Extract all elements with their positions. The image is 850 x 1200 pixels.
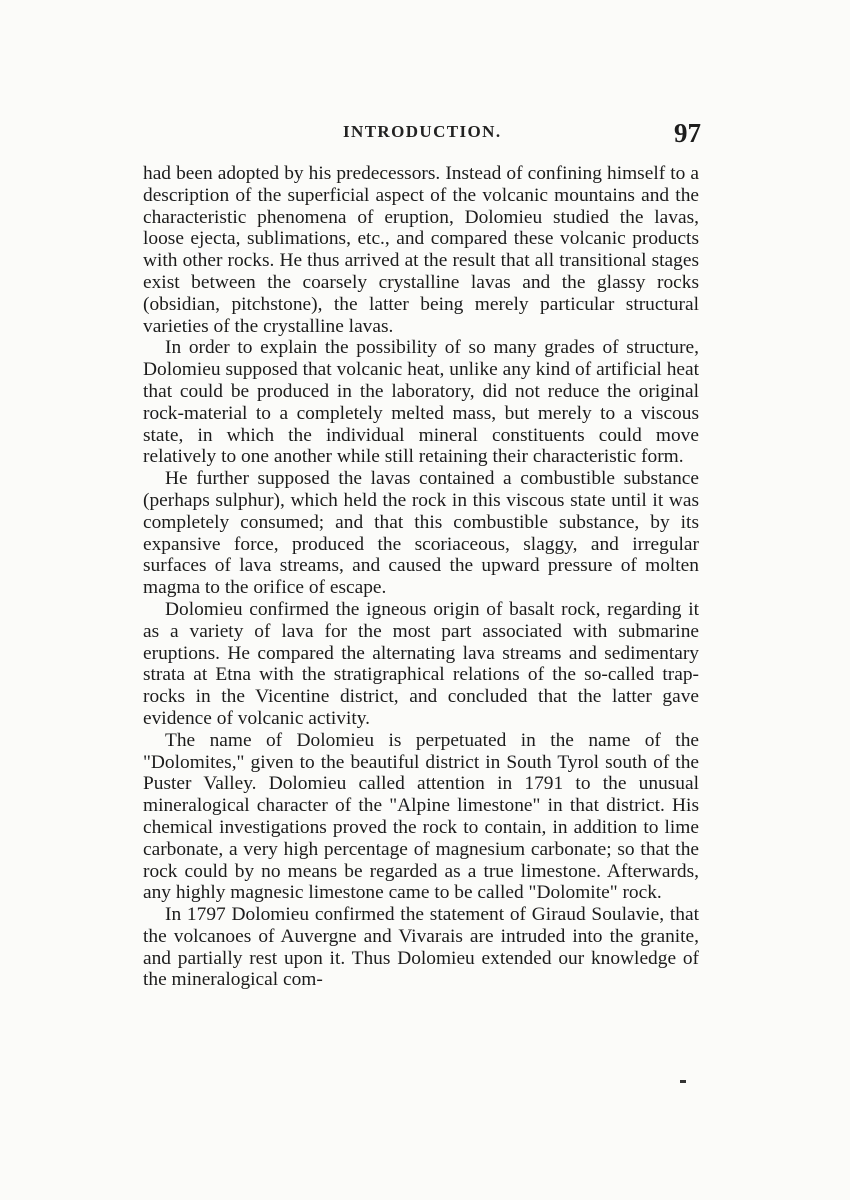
running-title: INTRODUCTION. bbox=[343, 122, 502, 141]
paragraph-1: had been adopted by his predecessors. Instead of confining himself to a description of the superficial aspect of the volcanic mountains and the characteristic phenomena of eruption, Dolomieu studied the lavas, loose ejecta, sublimations, etc., and compared these volcanic products with other rocks. He thus arrived at the result that all transitional stages exist between the coarsely crystalline lavas and the glassy rocks (obsidian, pitchstone), the latter being merely particular structural varieties of the crystalline lavas. bbox=[143, 163, 699, 337]
page-number: 97 bbox=[674, 118, 701, 148]
paragraph-6: In 1797 Dolomieu confirmed the statement of Giraud Soulavie, that the volcanoes of Auvergne and Vivarais are intruded into the granite, and partially rest upon it. Thus Dolomieu extended our knowledge of the mineralogical com- bbox=[143, 904, 699, 991]
paragraph-5: The name of Dolomieu is perpetuated in the name of the "Dolomites," given to the beautiful district in South Tyrol south of the Puster Valley. Dolomieu called attention in 1791 to the unusual mineralogical character of the "Alpine limestone" in that district. His chemical investigations proved the rock to contain, in addition to lime carbonate, a very high percentage of magnesium carbonate; so that the rock could by no means be regarded as a true limestone. Afterwards, any highly magnesic limestone came to be called "Dolomite" rock. bbox=[143, 729, 699, 904]
paragraph-2: In order to explain the possibility of so many grades of structure, Dolomieu supposed that volcanic heat, unlike any kind of artificial heat that could be produced in the laboratory, did not reduce the original rock-material to a completely melted mass, but merely to a viscous state, in which the individual mineral constituents could move relatively to one another while still retaining their characteristic form. bbox=[143, 337, 699, 468]
body-text bbox=[143, 163, 699, 991]
scan-speck bbox=[680, 1080, 686, 1083]
paragraph-4: Dolomieu confirmed the igneous origin of basalt rock, regarding it as a variety of lava for the most part associated with submarine eruptions. He compared the alternating lava streams and sedimentary strata at Etna with the stratigraphical relations of the so-called trap-rocks in the Vicentine district, and concluded that the latter gave evidence of volcanic activity. bbox=[143, 598, 699, 729]
running-head bbox=[143, 118, 701, 152]
paragraph-3: He further supposed the lavas contained a combustible substance (perhaps sulphur), which held the rock in this viscous state until it was completely consumed; and that this combustible substance, by its expansive force, produced the scoriaceous, slaggy, and irregular surfaces of lava streams, and caused the upward pressure of molten magma to the orifice of escape. bbox=[143, 468, 699, 599]
